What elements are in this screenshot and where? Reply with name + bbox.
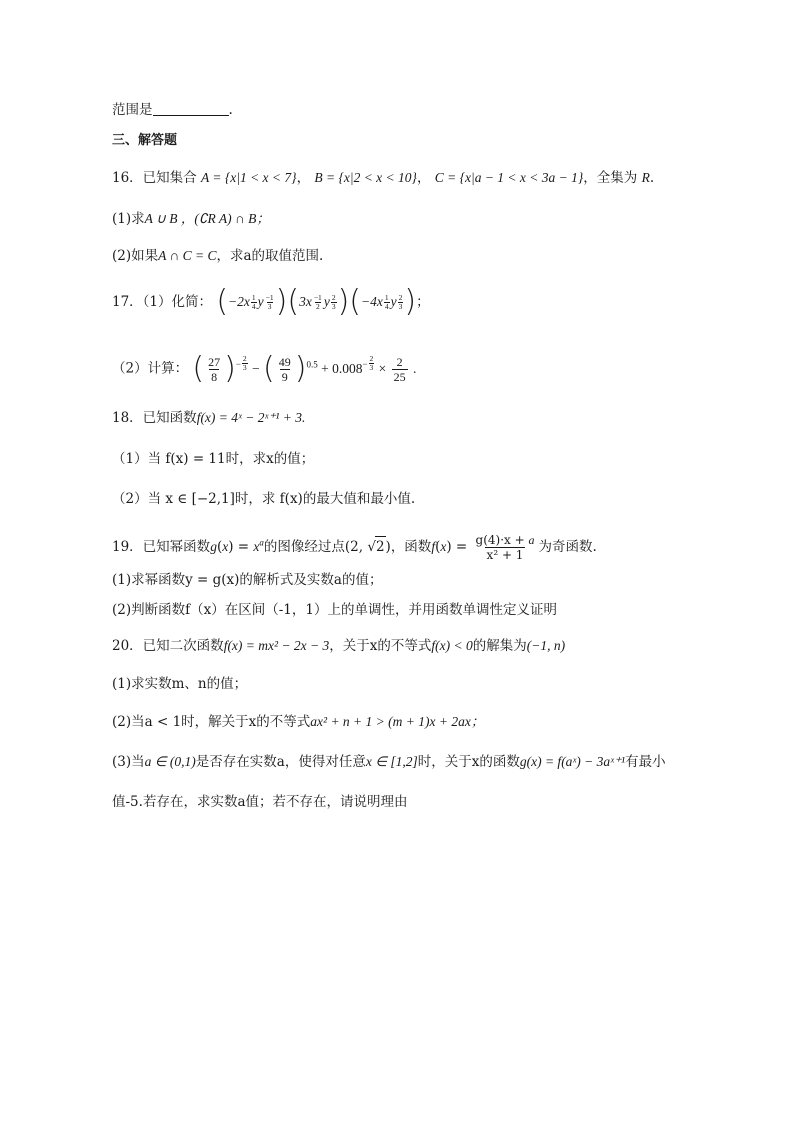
q18-part1: （1）当 f(x) = 11时，求x的值； — [112, 451, 315, 467]
q16-stem: 16．已知集合 A = {x|1 < x < 7}， B = {x|2 < x < 10}， C = {x|a − 1 < x < 3a − 1}，全集为 R. — [112, 170, 655, 186]
q20-part3: (3)当a ∈ (0,1)是否存在实数a，使得对任意x ∈ [1,2]时，关于x的函数g(x) = f(aˣ) − 3aˣ⁺¹有最小 — [112, 754, 666, 770]
q16-set-b: B = {x|2 < x < 10} — [314, 170, 417, 185]
q20-part3-cont: 值-5.若存在，求实数a值；若不存在，请说明理由 — [112, 794, 408, 810]
q18-stem: 18．已知函数f(x) = 4ˣ − 2ˣ⁺¹ + 3. — [112, 410, 306, 426]
q17-part1: 17．（1）化简： (−2x $\frac{1}{4}$ y $\frac{-1}{3}$ )(3x $\frac{-1}{2}$ y $\frac{2}{3}$ )(−4x $\frac{1}{4}$ y $\frac{2}{3}$ )； — [112, 284, 430, 319]
q17-part2-expression: ( $\frac{27}{8}$ )$^{- \frac{2}{3}}$ − ( $\frac{49}{9}$ )$^{0.5} + 0.008^{- \frac{2}{3}}$ × $\frac{2}{25}$ . — [192, 350, 417, 386]
intro-line: 范围是 . — [112, 102, 233, 118]
q16-set-c: C = {x|a − 1 < x < 3a − 1} — [434, 170, 584, 185]
q19-part2: (2)判断函数f（x）在区间（-1，1）上的单调性，并用函数单调性定义证明 — [112, 602, 557, 618]
q18-part2: （2）当 x ∈ [−2,1]时，求 f(x)的最大值和最小值. — [112, 491, 416, 507]
q16-part2: (2)如果A ∩ C = C，求a的取值范围. — [112, 248, 324, 264]
q20-part2: (2)当a < 1时，解关于x的不等式ax² + n + 1 > (m + 1)x + 2ax； — [112, 714, 485, 730]
q17-part2: （2）计算： ( $\frac{27}{8}$ )$^{- \frac{2}{3}}$ − ( $\frac{49}{9}$ )$^{0.5} + 0.008^{- \frac{2}{3}}$ × $\frac{2}{25}$ . — [112, 350, 417, 386]
q16-set-a: A = {x|1 < x < 7} — [200, 170, 297, 185]
section-title: 三、解答题 — [112, 133, 178, 148]
q16-part1: (1)求A ∪ B ，(∁R A) ∩ B； — [112, 211, 270, 227]
q20-stem: 20．已知二次函数f(x) = mx² − 2x − 3，关于x的不等式f(x) < 0的解集为(−1, n) — [112, 638, 566, 654]
q19-part1: (1)求幂函数y = g(x)的解析式及实数a的值； — [112, 572, 383, 588]
q20-part1: (1)求实数m、n的值； — [112, 676, 248, 692]
answer-blank[interactable] — [153, 101, 229, 116]
q19-stem: 19．已知幂函数$g(x) = x^a$的图像经过点(2, √2)，函数f(x) = $\frac{g(4)\cdot x + a}{\text{x² + 1}}$ 为奇函数. — [112, 533, 597, 562]
q17-part1-expression: (−2x $\frac{1}{4}$ y $\frac{-1}{3}$ )(3x $\frac{-1}{2}$ y $\frac{2}{3}$ )(−4x $\frac{1}{4}$ y $\frac{2}{3}$ )； — [216, 284, 430, 319]
